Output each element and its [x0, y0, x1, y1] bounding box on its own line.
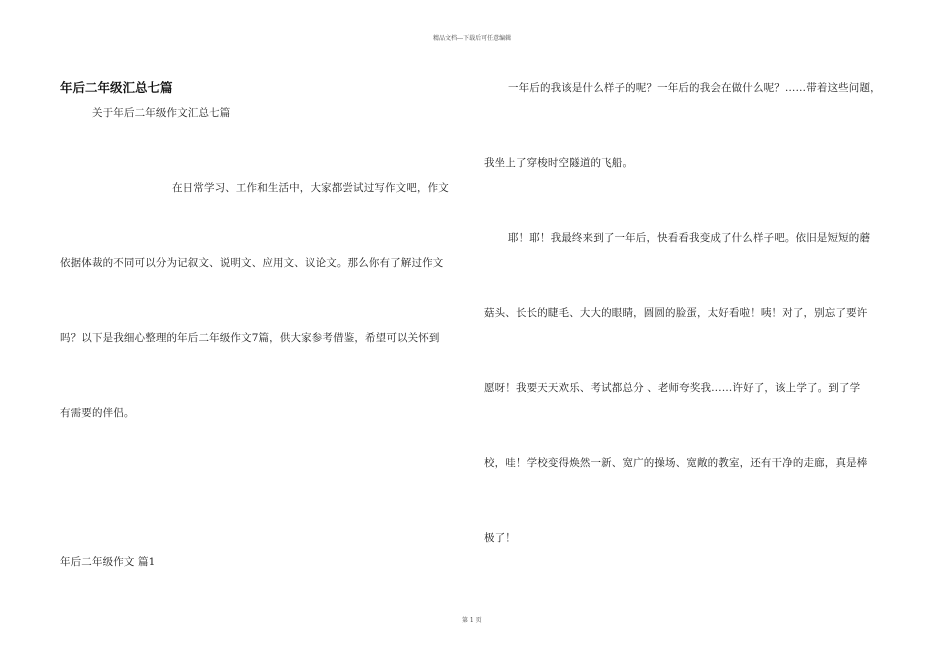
essay-line-1: 一年后的我该是什么样子的呢？一年后的我会在做什么呢？……带着这些问题，: [508, 82, 881, 94]
essay-line-6: 校，哇！学校变得焕然一新、宽广的操场、宽敞的教室，还有干净的走廊，真是棒: [484, 457, 868, 469]
document-title: 年后二年级汇总七篇: [60, 80, 173, 95]
intro-line-1: 在日常学习、工作和生活中，大家都尝试过写作文吧，作文: [172, 182, 449, 194]
essay-line-2: 我坐上了穿梭时空隧道的飞船。: [484, 157, 634, 169]
intro-line-2: 依据体裁的不同可以分为记叙文、说明文、应用文、议论文。那么你有了解过作文: [60, 257, 444, 269]
essay-line-4: 菇头、长长的睫毛、大大的眼睛，圆圆的脸蛋，太好看啦！咦！对了，别忘了要许: [484, 307, 868, 319]
intro-line-3: 吗？以下是我细心整理的年后二年级作文7篇，供大家参考借鉴，希望可以关怀到: [60, 332, 440, 344]
section-heading: 年后二年级作文 篇1: [60, 556, 156, 568]
essay-line-3: 耶！耶！我最终来到了一年后，快看看我变成了什么样子吧。依旧是短短的蘑: [508, 232, 871, 244]
essay-line-7: 极了！: [484, 532, 516, 544]
page-footer: 第 1 页: [462, 617, 482, 624]
document-subtitle: 关于年后二年级作文汇总七篇: [92, 107, 231, 119]
page-header: 精品文档---下载后可任意编辑: [433, 35, 512, 42]
intro-line-4: 有需要的伴侣。: [60, 407, 135, 419]
essay-line-5: 愿呀！我要天天欢乐、考试都总分 、老师夸奖我……许好了，该上学了。到了学: [484, 382, 861, 394]
